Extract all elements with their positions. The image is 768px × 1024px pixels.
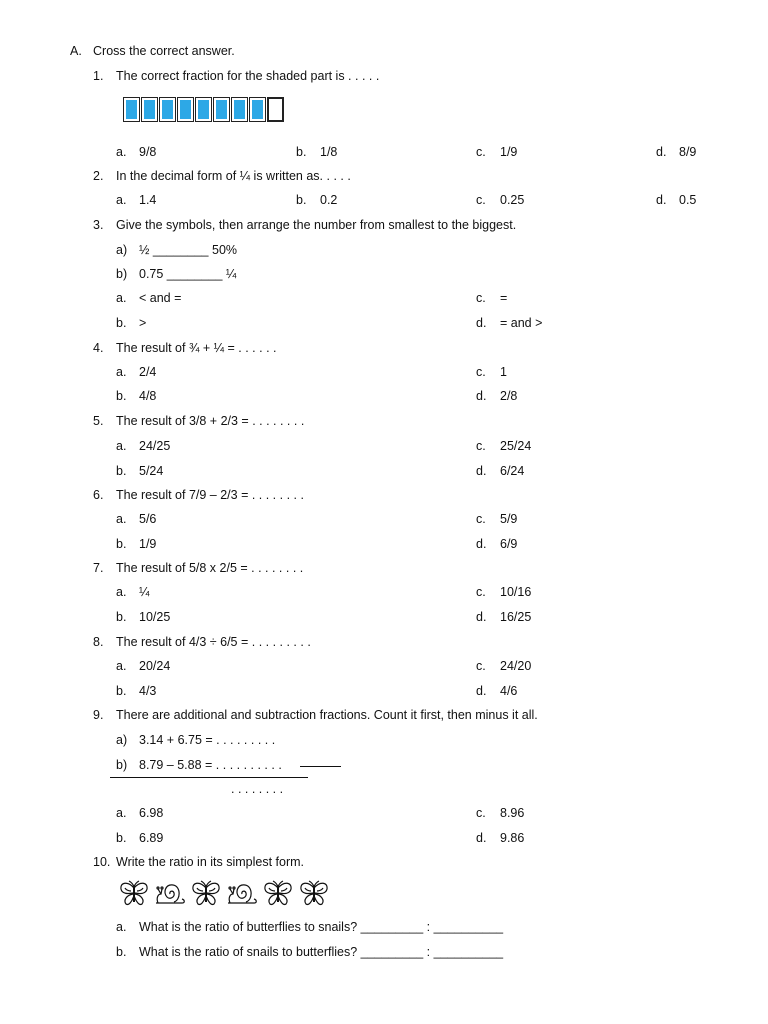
- q4-opt-c-label[interactable]: c.: [476, 365, 486, 379]
- q1-opt-d-value: 8/9: [679, 145, 697, 159]
- q8-opt-c-label[interactable]: c.: [476, 659, 486, 673]
- q4-opt-d-value: 2/8: [500, 389, 518, 403]
- shaded-cell: [159, 97, 176, 122]
- q7-opt-b-label[interactable]: b.: [116, 610, 127, 624]
- q7-text: The result of 5/8 x 2/5 = . . . . . . . .: [116, 561, 304, 575]
- q1-opt-a-value: 9/8: [139, 145, 157, 159]
- q4-opt-a-value: 2/4: [139, 365, 157, 379]
- shaded-cell: [195, 97, 212, 122]
- q9-opt-b-value: 6.89: [139, 831, 164, 845]
- q10-a-text[interactable]: What is the ratio of butterflies to snails? _________ : __________: [139, 920, 504, 934]
- q10-b-label: b.: [116, 945, 127, 959]
- q5-opt-d-label[interactable]: d.: [476, 464, 487, 478]
- q9-opt-c-label[interactable]: c.: [476, 806, 486, 820]
- q7-opt-c-value: 10/16: [500, 585, 532, 599]
- q4-opt-b-label[interactable]: b.: [116, 389, 127, 403]
- q3-item-a-label: a): [116, 243, 128, 257]
- q8-opt-d-value: 4/6: [500, 684, 518, 698]
- q9-item-b: 8.79 – 5.88 = . . . . . . . . . .: [139, 758, 282, 772]
- q6-text: The result of 7/9 – 2/3 = . . . . . . . .: [116, 488, 304, 502]
- q2-opt-a-label[interactable]: a.: [116, 193, 127, 207]
- q10-number: 10.: [93, 855, 111, 869]
- snail-icon: [154, 880, 186, 908]
- q4-opt-a-label[interactable]: a.: [116, 365, 127, 379]
- q9-opt-b-label[interactable]: b.: [116, 831, 127, 845]
- q3-opt-a-value: < and =: [139, 291, 182, 305]
- q6-opt-d-value: 6/9: [500, 537, 518, 551]
- q7-opt-d-value: 16/25: [500, 610, 532, 624]
- butterfly-icon: [298, 880, 330, 908]
- q1-opt-b-value: 1/8: [320, 145, 338, 159]
- q5-opt-c-label[interactable]: c.: [476, 439, 486, 453]
- shaded-cell: [123, 97, 140, 122]
- q4-opt-d-label[interactable]: d.: [476, 389, 487, 403]
- q1-opt-b-label[interactable]: b.: [296, 145, 307, 159]
- q6-number: 6.: [93, 488, 104, 502]
- section-instruction: Cross the correct answer.: [93, 44, 235, 58]
- q1-opt-a-label[interactable]: a.: [116, 145, 127, 159]
- snail-icon: [226, 880, 258, 908]
- q9-item-a-label: a): [116, 733, 128, 747]
- q8-text: The result of 4/3 ÷ 6/5 = . . . . . . . . .: [116, 635, 311, 649]
- shaded-cell: [231, 97, 248, 122]
- subtraction-short-rule: [300, 766, 341, 767]
- q9-text: There are additional and subtraction fractions. Count it first, then minus it all.: [116, 708, 538, 722]
- q5-text: The result of 3/8 + 2/3 = . . . . . . . .: [116, 414, 305, 428]
- q5-number: 5.: [93, 414, 104, 428]
- q4-text: The result of ¾ + ¼ = . . . . . .: [116, 341, 277, 355]
- q9-opt-c-value: 8.96: [500, 806, 525, 820]
- q9-item-a: 3.14 + 6.75 = . . . . . . . . .: [139, 733, 276, 747]
- q3-opt-d-value: = and >: [500, 316, 543, 330]
- q1-number: 1.: [93, 69, 104, 83]
- q3-opt-a-label[interactable]: a.: [116, 291, 127, 305]
- q3-number: 3.: [93, 218, 104, 232]
- q5-opt-b-label[interactable]: b.: [116, 464, 127, 478]
- q6-opt-c-value: 5/9: [500, 512, 518, 526]
- q6-opt-a-label[interactable]: a.: [116, 512, 127, 526]
- q3-opt-c-value: =: [500, 291, 508, 305]
- q2-opt-d-value: 0.5: [679, 193, 697, 207]
- q1-text: The correct fraction for the shaded part is . . . . .: [116, 69, 380, 83]
- q2-opt-b-label[interactable]: b.: [296, 193, 307, 207]
- q7-opt-b-value: 10/25: [139, 610, 171, 624]
- butterfly-icon: [118, 880, 150, 908]
- q4-number: 4.: [93, 341, 104, 355]
- unshaded-cell: [267, 97, 284, 122]
- q3-opt-d-label[interactable]: d.: [476, 316, 487, 330]
- q1-opt-c-value: 1/9: [500, 145, 518, 159]
- q2-opt-a-value: 1.4: [139, 193, 157, 207]
- q2-opt-c-label[interactable]: c.: [476, 193, 486, 207]
- shaded-cell: [141, 97, 158, 122]
- q8-opt-b-value: 4/3: [139, 684, 157, 698]
- q9-opt-a-label[interactable]: a.: [116, 806, 127, 820]
- q3-opt-b-label[interactable]: b.: [116, 316, 127, 330]
- q7-opt-a-value: ¼: [139, 585, 150, 599]
- q8-opt-d-label[interactable]: d.: [476, 684, 487, 698]
- q6-opt-c-label[interactable]: c.: [476, 512, 486, 526]
- shaded-cell: [177, 97, 194, 122]
- q2-number: 2.: [93, 169, 104, 183]
- q6-opt-d-label[interactable]: d.: [476, 537, 487, 551]
- q7-opt-d-label[interactable]: d.: [476, 610, 487, 624]
- q1-opt-c-label[interactable]: c.: [476, 145, 486, 159]
- q9-result-dots: . . . . . . . .: [231, 782, 284, 796]
- q8-opt-a-label[interactable]: a.: [116, 659, 127, 673]
- q7-number: 7.: [93, 561, 104, 575]
- q8-number: 8.: [93, 635, 104, 649]
- ratio-pictures: [118, 880, 330, 908]
- q5-opt-a-label[interactable]: a.: [116, 439, 127, 453]
- q9-number: 9.: [93, 708, 104, 722]
- shaded-cell: [213, 97, 230, 122]
- q9-opt-a-value: 6.98: [139, 806, 164, 820]
- q2-opt-d-label[interactable]: d.: [656, 193, 667, 207]
- q4-opt-b-value: 4/8: [139, 389, 157, 403]
- butterfly-icon: [262, 880, 294, 908]
- q3-opt-b-value: >: [139, 316, 147, 330]
- q2-opt-c-value: 0.25: [500, 193, 525, 207]
- q4-opt-c-value: 1: [500, 365, 507, 379]
- q5-opt-c-value: 25/24: [500, 439, 532, 453]
- q6-opt-a-value: 5/6: [139, 512, 157, 526]
- section-letter: A.: [70, 44, 82, 58]
- q7-opt-a-label[interactable]: a.: [116, 585, 127, 599]
- q5-opt-d-value: 6/24: [500, 464, 525, 478]
- q9-opt-d-value: 9.86: [500, 831, 525, 845]
- q5-opt-a-value: 24/25: [139, 439, 171, 453]
- subtraction-rule: [110, 777, 308, 778]
- q10-text: Write the ratio in its simplest form.: [116, 855, 305, 869]
- q8-opt-a-value: 20/24: [139, 659, 171, 673]
- q2-text: In the decimal form of ¼ is written as. . . . .: [116, 169, 351, 183]
- q8-opt-c-value: 24/20: [500, 659, 532, 673]
- q3-item-b-label: b): [116, 267, 128, 281]
- q3-item-b: 0.75 ________ ¼: [139, 267, 237, 281]
- q3-text: Give the symbols, then arrange the number from smallest to the biggest.: [116, 218, 517, 232]
- q7-opt-c-label[interactable]: c.: [476, 585, 486, 599]
- shaded-cell: [249, 97, 266, 122]
- q9-opt-d-label[interactable]: d.: [476, 831, 487, 845]
- q5-opt-b-value: 5/24: [139, 464, 164, 478]
- q10-b-text[interactable]: What is the ratio of snails to butterflies? _________ : __________: [139, 945, 504, 959]
- q6-opt-b-value: 1/9: [139, 537, 157, 551]
- butterfly-icon: [190, 880, 222, 908]
- q10-a-label: a.: [116, 920, 127, 934]
- q3-opt-c-label[interactable]: c.: [476, 291, 486, 305]
- q8-opt-b-label[interactable]: b.: [116, 684, 127, 698]
- fraction-bar: [123, 97, 285, 122]
- q1-opt-d-label[interactable]: d.: [656, 145, 667, 159]
- q3-item-a: ½ ________ 50%: [139, 243, 238, 257]
- q2-opt-b-value: 0.2: [320, 193, 338, 207]
- q9-item-b-label: b): [116, 758, 128, 772]
- q6-opt-b-label[interactable]: b.: [116, 537, 127, 551]
